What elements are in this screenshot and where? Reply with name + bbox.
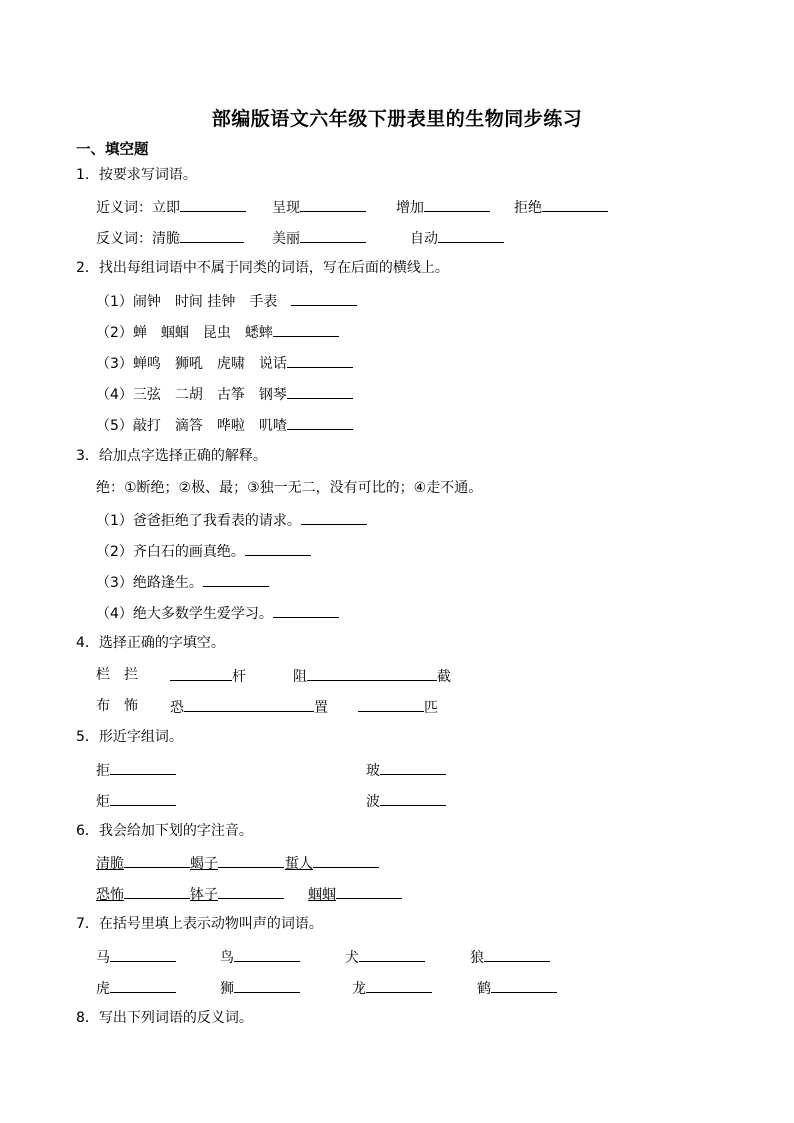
answer-blank[interactable]	[301, 509, 367, 525]
item-text: （5）敲打 滴答 哗啦 叽喳	[96, 418, 287, 434]
word: 拒	[96, 763, 110, 779]
page-title: 部编版语文六年级下册表里的生物同步练习	[211, 108, 583, 130]
word: 狼	[470, 950, 484, 966]
q1-synonym-item	[272, 196, 366, 218]
q5-item	[366, 759, 446, 781]
answer-blank[interactable]	[110, 759, 176, 775]
answer-blank[interactable]	[234, 946, 300, 962]
q2-item	[96, 414, 353, 436]
word: 清脆	[96, 856, 124, 872]
word: 杆	[232, 669, 246, 685]
answer-blank[interactable]	[484, 946, 550, 962]
word: 龙	[352, 981, 366, 997]
item-text: （4）三弦 二胡 古筝 钢琴	[96, 387, 287, 403]
q1-antonym-item	[272, 227, 366, 249]
q7-item	[470, 946, 550, 968]
word: 狮	[220, 981, 234, 997]
answer-blank[interactable]	[358, 696, 424, 712]
question-4-stem: 4．选择正确的字填空。	[76, 635, 225, 651]
answer-blank[interactable]	[542, 196, 608, 212]
answer-blank[interactable]	[313, 852, 379, 868]
word: 蝎子	[190, 856, 218, 872]
question-7-stem: 7．在括号里填上表示动物叫声的词语。	[76, 916, 323, 932]
q4-blank-item	[170, 696, 328, 718]
word: 玻	[366, 763, 380, 779]
q2-item	[96, 290, 357, 312]
q3-item	[96, 602, 339, 624]
q4-blank-item	[170, 665, 246, 687]
answer-blank[interactable]	[218, 852, 284, 868]
q5-item	[96, 759, 176, 781]
answer-blank[interactable]	[380, 790, 446, 806]
word: 炬	[96, 794, 110, 810]
word: 马	[96, 950, 110, 966]
q5-item	[96, 790, 176, 812]
answer-blank[interactable]	[203, 571, 269, 587]
q1-synonym-item	[514, 196, 608, 218]
q1-antonym-row	[96, 227, 244, 249]
answer-blank[interactable]	[234, 977, 300, 993]
word: 立即	[152, 200, 180, 216]
item-text: （1）爸爸拒绝了我看表的请求。	[96, 513, 301, 529]
word: 犬	[345, 950, 359, 966]
question-5-stem: 5．形近字组词。	[76, 729, 183, 745]
q4-options: 栏 拦	[96, 667, 138, 683]
answer-blank[interactable]	[180, 196, 246, 212]
answer-blank[interactable]	[307, 665, 437, 681]
word: 鸟	[220, 950, 234, 966]
antonym-label: 反义词：	[96, 231, 152, 247]
answer-blank[interactable]	[110, 946, 176, 962]
question-8-stem: 8．写出下列词语的反义词。	[76, 1010, 253, 1026]
answer-blank[interactable]	[424, 196, 490, 212]
word: 钵子	[190, 887, 218, 903]
answer-blank[interactable]	[287, 414, 353, 430]
answer-blank[interactable]	[300, 227, 366, 243]
answer-blank[interactable]	[170, 665, 232, 681]
q6-item	[96, 883, 190, 905]
q7-item	[220, 946, 300, 968]
q6-item	[96, 852, 190, 874]
word: 美丽	[272, 231, 300, 247]
answer-blank[interactable]	[124, 883, 190, 899]
item-text: （4）绝大多数学生爱学习。	[96, 606, 273, 622]
word: 恐	[170, 700, 184, 716]
word: 呈现	[272, 200, 300, 216]
q1-synonym-row	[96, 196, 246, 218]
q1-antonym-item	[410, 227, 504, 249]
q3-item	[96, 571, 269, 593]
answer-blank[interactable]	[110, 977, 176, 993]
q7-item	[345, 946, 425, 968]
question-6-stem: 6．我会给加下划的字注音。	[76, 823, 253, 839]
q3-item	[96, 540, 311, 562]
q4-options: 布 怖	[96, 698, 138, 714]
q2-item	[96, 352, 353, 374]
answer-blank[interactable]	[366, 977, 432, 993]
q6-item	[190, 852, 284, 874]
answer-blank[interactable]	[359, 946, 425, 962]
answer-blank[interactable]	[291, 290, 357, 306]
q7-item	[352, 977, 432, 999]
q3-item	[96, 509, 367, 531]
section-heading: 一、填空题	[76, 142, 149, 158]
word: 拒绝	[514, 200, 542, 216]
item-text: （3）绝路逢生。	[96, 575, 203, 591]
answer-blank[interactable]	[124, 852, 190, 868]
word: 波	[366, 794, 380, 810]
answer-blank[interactable]	[184, 696, 314, 712]
q6-item	[308, 883, 402, 905]
word: 自动	[410, 231, 438, 247]
answer-blank[interactable]	[110, 790, 176, 806]
q4-blank-item	[358, 696, 438, 718]
q3-definition: 绝：①断绝；②极、最；③独一无二，没有可比的；④走不通。	[96, 480, 483, 496]
q7-item	[96, 946, 176, 968]
answer-blank[interactable]	[380, 759, 446, 775]
question-2-stem: 2．找出每组词语中不属于同类的词语，写在后面的横线上。	[76, 260, 449, 276]
q7-item	[477, 977, 557, 999]
q4-blank-item	[293, 665, 451, 687]
q5-item	[366, 790, 446, 812]
q7-item	[220, 977, 300, 999]
answer-blank[interactable]	[245, 540, 311, 556]
answer-blank[interactable]	[273, 602, 339, 618]
word: 清脆	[152, 231, 180, 247]
word: 恐怖	[96, 887, 124, 903]
answer-blank[interactable]	[336, 883, 402, 899]
answer-blank[interactable]	[180, 227, 244, 243]
item-text: （3）蝉鸣 狮吼 虎啸 说话	[96, 356, 287, 372]
word: 截	[437, 669, 451, 685]
q7-item	[96, 977, 176, 999]
answer-blank[interactable]	[287, 383, 353, 399]
q6-item	[285, 852, 379, 874]
q2-item	[96, 321, 339, 343]
answer-blank[interactable]	[218, 883, 284, 899]
word: 鹤	[477, 981, 491, 997]
word: 阻	[293, 669, 307, 685]
word: 蜇人	[285, 856, 313, 872]
word: 增加	[396, 200, 424, 216]
answer-blank[interactable]	[273, 321, 339, 337]
q1-synonym-item	[396, 196, 490, 218]
item-text: （2）蝉 蝈蝈 昆虫 蟋蟀	[96, 325, 273, 341]
answer-blank[interactable]	[287, 352, 353, 368]
word: 虎	[96, 981, 110, 997]
q2-item	[96, 383, 353, 405]
question-1-stem: 1．按要求写词语。	[76, 167, 197, 183]
word: 置	[314, 700, 328, 716]
question-3-stem: 3．给加点字选择正确的解释。	[76, 448, 267, 464]
q6-item	[190, 883, 284, 905]
answer-blank[interactable]	[300, 196, 366, 212]
synonym-label: 近义词：	[96, 200, 152, 216]
answer-blank[interactable]	[491, 977, 557, 993]
answer-blank[interactable]	[438, 227, 504, 243]
item-text: （1）闹钟 时间 挂钟 手表	[96, 294, 278, 310]
word: 匹	[424, 700, 438, 716]
word: 蝈蝈	[308, 887, 336, 903]
item-text: （2）齐白石的画真绝。	[96, 544, 245, 560]
